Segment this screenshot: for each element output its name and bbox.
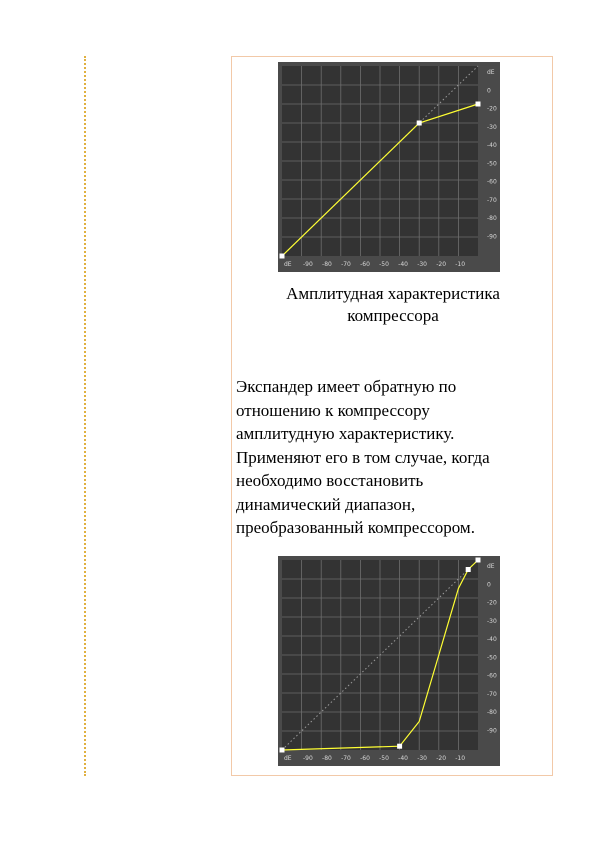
y-tick-label: -40 — [487, 636, 497, 644]
x-tick-label: -30 — [417, 261, 428, 268]
curve-node — [280, 748, 285, 753]
x-tick-label: -60 — [360, 755, 370, 762]
y-tick-label: -60 — [487, 672, 497, 680]
x-tick-label: -30 — [417, 755, 428, 762]
x-tick-label: -80 — [322, 755, 332, 762]
y-tick-label: -30 — [487, 617, 497, 625]
x-tick-label: -80 — [322, 261, 332, 268]
expander-amplitude-chart — [278, 556, 500, 766]
curve-node — [476, 102, 481, 107]
y-tick-label: -80 — [487, 215, 497, 223]
y-tick-label: 0 — [487, 581, 491, 589]
paragraph-line: отношению к компрессору — [236, 400, 430, 420]
x-tick-label: -90 — [303, 755, 313, 762]
y-tick-label: 0 — [487, 87, 491, 95]
curve-node — [280, 254, 285, 259]
paragraph-line: необходимо восстановить — [236, 471, 424, 490]
x-tick-label: -40 — [398, 755, 408, 762]
x-tick-label: -60 — [360, 261, 370, 268]
x-tick-label: -10 — [455, 755, 466, 762]
x-tick-label: dE — [284, 261, 292, 268]
y-tick-label: -20 — [487, 599, 497, 607]
paragraph-line: динамический диапазон, — [236, 494, 416, 514]
x-tick-label: -50 — [379, 755, 389, 762]
y-tick-label: -60 — [487, 178, 497, 186]
x-tick-label: -20 — [436, 261, 447, 268]
chart-caption — [232, 283, 554, 327]
y-tick-label: -70 — [487, 690, 497, 698]
x-tick-label: -10 — [455, 261, 466, 268]
x-tick-label: -40 — [398, 261, 408, 268]
curve-node — [417, 121, 422, 126]
x-tick-label: dE — [284, 755, 292, 762]
x-tick-label: -90 — [303, 261, 313, 268]
y-tick-label: dE — [487, 69, 495, 76]
paragraph-line: Экспандер имеет обратную по — [236, 377, 457, 396]
y-tick-label: -40 — [487, 142, 497, 150]
curve-node — [466, 567, 471, 572]
y-tick-label: -70 — [487, 196, 497, 204]
left-margin-rule — [84, 56, 86, 776]
y-tick-label: -80 — [487, 709, 497, 717]
paragraph-line: амплитудную характеристику. — [236, 424, 455, 443]
x-tick-label: -50 — [379, 261, 389, 268]
y-tick-label: -20 — [487, 105, 497, 113]
y-tick-label: -50 — [487, 654, 497, 662]
compressor-amplitude-chart — [278, 62, 500, 272]
y-tick-label: -30 — [487, 123, 497, 131]
curve-node — [476, 558, 481, 563]
x-tick-label: -20 — [436, 755, 447, 762]
chart-caption-line-1: Амплитудная характеристика — [286, 284, 500, 303]
y-tick-label: -90 — [487, 233, 497, 241]
y-tick-label: -50 — [487, 160, 497, 168]
x-tick-label: -70 — [341, 261, 351, 268]
y-tick-label: -90 — [487, 727, 497, 735]
y-tick-label: dE — [487, 563, 495, 570]
expander-paragraph — [236, 375, 556, 540]
x-tick-label: -70 — [341, 755, 351, 762]
paragraph-line: Применяют его в том случае, когда — [236, 447, 490, 467]
paragraph-line: преобразованный компрессором. — [236, 518, 475, 537]
curve-node — [397, 744, 402, 749]
chart-caption-line-2: компрессора — [347, 306, 439, 325]
